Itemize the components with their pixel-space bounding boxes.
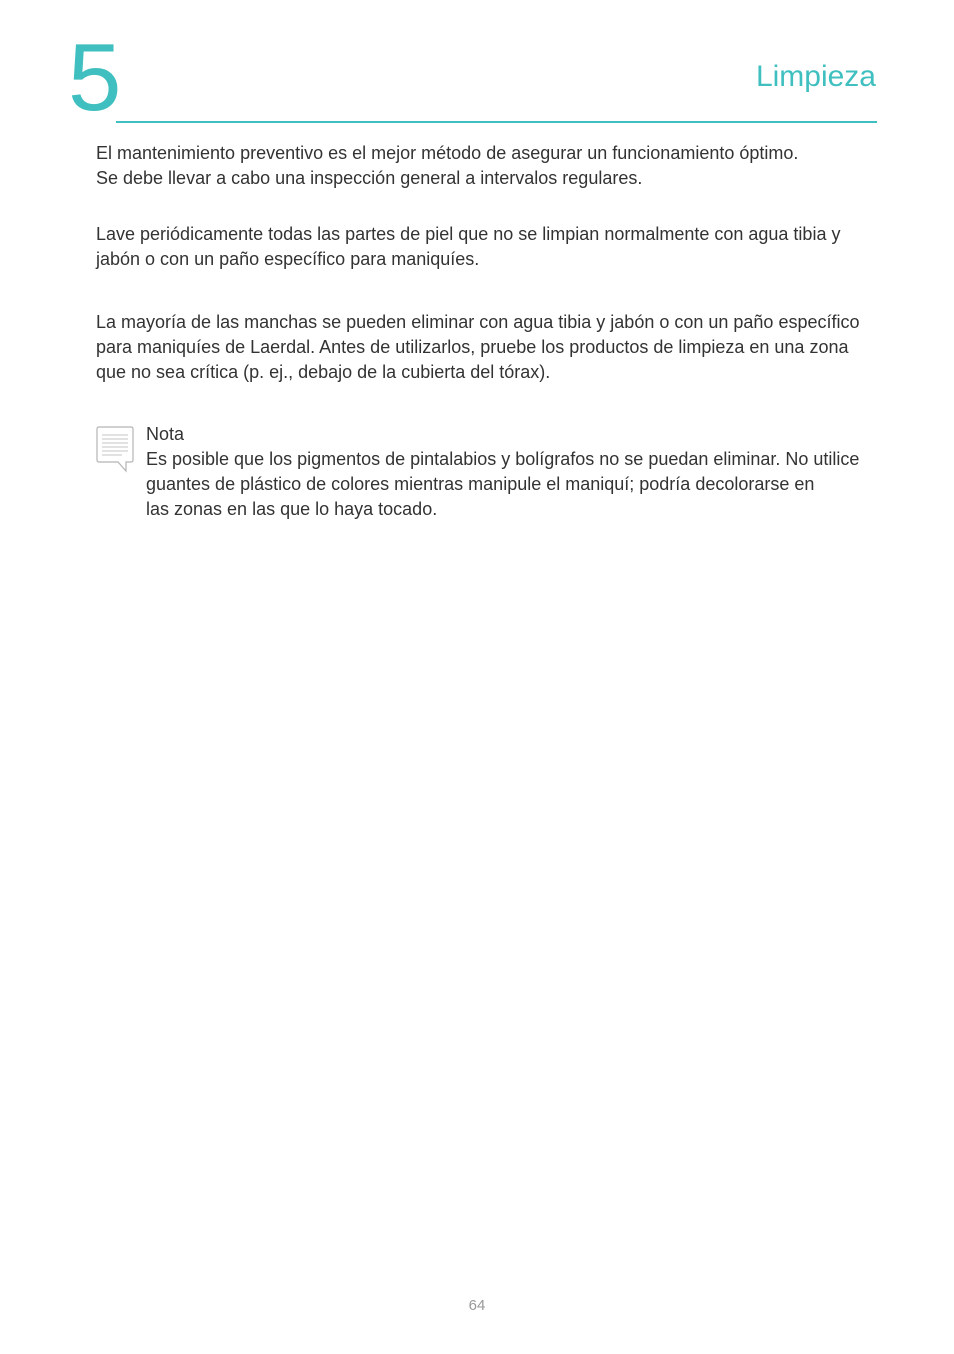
paragraph-line: Lave periódicamente todas las partes de piel que no se limpian normalmente con agua tibia y	[96, 224, 841, 244]
chapter-title: Limpieza	[755, 60, 876, 93]
paragraph-line: para maniquíes de Laerdal. Antes de utilizarlos, pruebe los productos de limpieza en una zona	[96, 337, 849, 357]
header-rule	[116, 121, 877, 123]
note-block	[146, 422, 876, 522]
paragraph-line: que no sea crítica (p. ej., debajo de la cubierta del tórax).	[96, 362, 551, 382]
paragraph-wash	[96, 222, 876, 272]
page-number: 64	[468, 1297, 486, 1314]
paragraph-line: jabón o con un paño específico para maniquíes.	[96, 249, 480, 269]
paragraph-line: El mantenimiento preventivo es el mejor método de asegurar un funcionamiento óptimo.	[96, 143, 799, 163]
chapter-number: 5	[68, 24, 122, 131]
note-line: Es posible que los pigmentos de pintalabios y bolígrafos no se puedan eliminar. No utilice	[146, 449, 860, 469]
note-icon	[96, 426, 136, 474]
paragraph-line: La mayoría de las manchas se pueden eliminar con agua tibia y jabón o con un paño específico	[96, 312, 860, 332]
note-label: Nota	[146, 424, 185, 444]
note-line: las zonas en las que lo haya tocado.	[146, 499, 438, 519]
note-line: guantes de plástico de colores mientras manipule el maniquí; podría decolorarse en	[146, 474, 815, 494]
paragraph-maintenance	[96, 141, 876, 191]
paragraph-stains	[96, 310, 876, 385]
paragraph-line: Se debe llevar a cabo una inspección general a intervalos regulares.	[96, 168, 643, 188]
